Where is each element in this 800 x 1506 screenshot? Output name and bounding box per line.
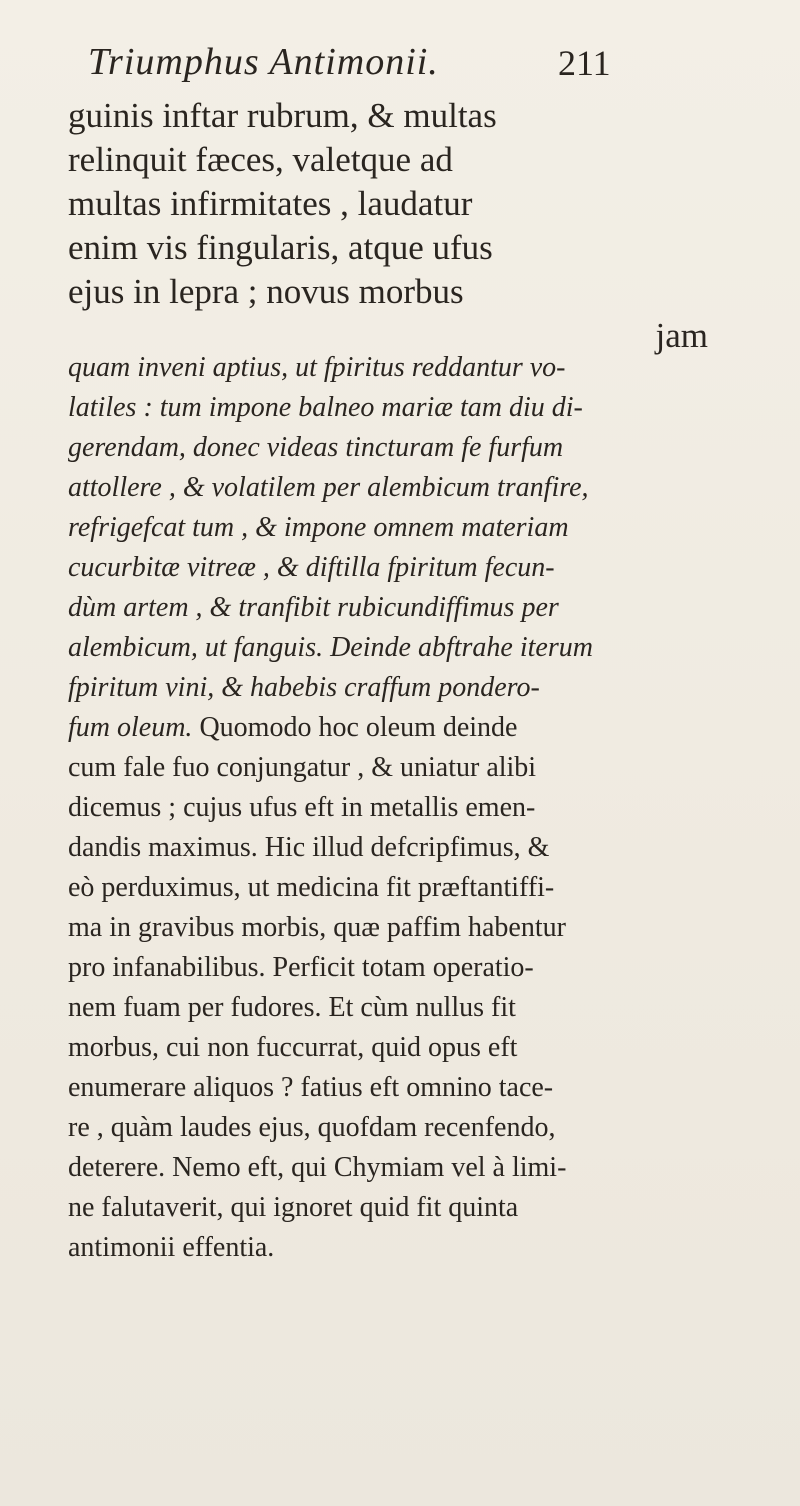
italic-run: attollere , & volatilem per alembicum tranfire, (68, 472, 589, 503)
italic-run: dùm artem , & tranfibit rubicundiffimus per (68, 592, 559, 623)
paragraph-roman (68, 94, 768, 358)
roman-run: morbus, cui non fuccurrat, quid opus eft (68, 1032, 518, 1063)
text-line (68, 788, 780, 828)
running-head (88, 40, 778, 96)
italic-run: gerendam, donec videas tincturam fe furfum (68, 432, 564, 463)
text-line (68, 668, 780, 708)
text-line (68, 1028, 780, 1068)
text-line (68, 988, 780, 1028)
text-line (68, 628, 780, 668)
text-line (68, 868, 780, 908)
text-line: guinis inftar rubrum, & multas (68, 96, 497, 135)
italic-run: quam inveni aptius, ut fpiritus reddantur vo- (68, 352, 566, 383)
text-line (68, 748, 780, 788)
roman-run: cum fale fuo conjungatur , & uniatur alibi (68, 752, 537, 783)
roman-run: dandis maximus. Hic illud defcripfimus, & (68, 832, 550, 863)
paragraph-mixed (68, 348, 780, 1268)
roman-run: re , quàm laudes ejus, quofdam recenfendo, (68, 1112, 556, 1143)
roman-run: antimonii effentia. (68, 1232, 275, 1263)
text-line (68, 548, 780, 588)
italic-run: fpiritum vini, & habebis craffum pondero- (68, 672, 540, 703)
text-line: enim vis fingularis, atque ufus (68, 228, 493, 267)
text-line: multas infirmitates , laudatur (68, 184, 473, 223)
roman-run: ma in gravibus morbis, quæ paffim habentur (68, 912, 566, 943)
roman-run: Quomodo hoc oleum deinde (192, 712, 518, 743)
text-line (68, 1188, 780, 1228)
roman-run: nem fuam per fudores. Et cùm nullus fit (68, 992, 516, 1023)
text-line (68, 388, 780, 428)
text-line (68, 1068, 780, 1108)
roman-run: dicemus ; cujus ufus eft in metallis emen- (68, 792, 536, 823)
page-number: 211 (558, 43, 611, 83)
roman-run: deterere. Nemo eft, qui Chymiam vel à limi- (68, 1152, 567, 1183)
text-line (68, 908, 780, 948)
catchword: jam (655, 316, 708, 355)
roman-run: enumerare aliquos ? fatius eft omnino tace- (68, 1072, 554, 1103)
text-line (68, 828, 780, 868)
text-line (68, 348, 780, 388)
text-line (68, 948, 780, 988)
roman-run: ne falutaverit, qui ignoret quid fit quinta (68, 1192, 519, 1223)
text-line (68, 1228, 780, 1268)
roman-run: eò perduximus, ut medicina fit præftantiffi- (68, 872, 555, 903)
text-line (68, 1108, 780, 1148)
running-title: Triumphus Antimonii. (88, 41, 439, 83)
roman-run: pro infanabilibus. Perficit totam operatio- (68, 952, 534, 983)
italic-run: fum oleum. (68, 712, 193, 743)
text-line (68, 468, 780, 508)
italic-run: alembicum, ut fanguis. Deinde abftrahe iterum (68, 632, 593, 663)
text-line (68, 588, 780, 628)
text-line (68, 708, 780, 748)
text-line (68, 428, 780, 468)
text-line: ejus in lepra ; novus morbus (68, 272, 464, 311)
text-line (68, 508, 780, 548)
text-line (68, 1148, 780, 1188)
italic-run: latiles : tum impone balneo mariæ tam diu di- (68, 392, 583, 423)
italic-run: refrigefcat tum , & impone omnem materiam (68, 512, 569, 543)
text-line: relinquit fæces, valetque ad (68, 140, 453, 179)
italic-run: cucurbitæ vitreæ , & diftilla fpiritum fecun- (68, 552, 555, 583)
